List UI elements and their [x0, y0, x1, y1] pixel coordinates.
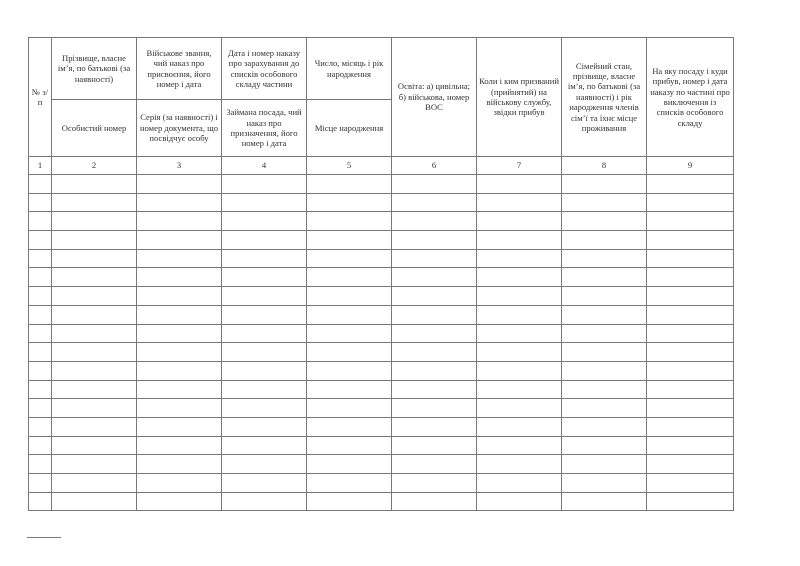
- table-cell[interactable]: [137, 417, 222, 436]
- personnel-register-table: [28, 37, 734, 511]
- table-cell[interactable]: [29, 436, 52, 455]
- table-cell[interactable]: [647, 343, 734, 362]
- table-cell[interactable]: [562, 324, 647, 343]
- table-cell[interactable]: [647, 399, 734, 418]
- table-cell[interactable]: [137, 474, 222, 493]
- table-cell[interactable]: [477, 305, 562, 324]
- table-cell[interactable]: [222, 399, 307, 418]
- table-cell[interactable]: [222, 380, 307, 399]
- table-cell[interactable]: [562, 249, 647, 268]
- table-row: [29, 268, 734, 287]
- table-cell[interactable]: [222, 436, 307, 455]
- table-cell[interactable]: [29, 268, 52, 287]
- table-cell[interactable]: [562, 380, 647, 399]
- header-personal-number: Особистий номер: [52, 100, 137, 157]
- table-cell[interactable]: [222, 417, 307, 436]
- table-cell[interactable]: [137, 175, 222, 194]
- table-cell[interactable]: [562, 399, 647, 418]
- header-row-number: № з/п: [29, 38, 52, 157]
- table-cell[interactable]: [647, 193, 734, 212]
- table-cell[interactable]: [222, 175, 307, 194]
- column-number-row: [29, 157, 734, 175]
- table-cell[interactable]: [477, 343, 562, 362]
- table-cell[interactable]: [222, 268, 307, 287]
- table-cell[interactable]: [392, 474, 477, 493]
- column-number: 2: [52, 157, 137, 175]
- table-cell[interactable]: [562, 193, 647, 212]
- table-cell[interactable]: [307, 193, 392, 212]
- table-cell[interactable]: [647, 436, 734, 455]
- table-cell[interactable]: [222, 474, 307, 493]
- header-conscription: Коли і ким призваний (прийнятий) на військову службу, звідки прибув: [477, 38, 562, 157]
- table-cell[interactable]: [477, 231, 562, 250]
- table-cell[interactable]: [307, 399, 392, 418]
- table-row: [29, 474, 734, 493]
- table-cell[interactable]: [222, 287, 307, 306]
- table-cell[interactable]: [392, 343, 477, 362]
- table-cell[interactable]: [647, 492, 734, 511]
- table-cell[interactable]: [477, 193, 562, 212]
- table-cell[interactable]: [562, 455, 647, 474]
- table-row: [29, 343, 734, 362]
- table-cell[interactable]: [29, 212, 52, 231]
- table-cell[interactable]: [647, 361, 734, 380]
- table-cell[interactable]: [29, 474, 52, 493]
- table-cell[interactable]: [307, 175, 392, 194]
- table-cell[interactable]: [307, 474, 392, 493]
- table-cell[interactable]: [647, 212, 734, 231]
- table-row: [29, 175, 734, 194]
- table-cell[interactable]: [52, 474, 137, 493]
- table-cell[interactable]: [647, 249, 734, 268]
- table-cell[interactable]: [52, 380, 137, 399]
- table-cell[interactable]: [29, 324, 52, 343]
- table-cell[interactable]: [222, 305, 307, 324]
- table-row: [29, 305, 734, 324]
- table-row: [29, 287, 734, 306]
- table-cell[interactable]: [477, 287, 562, 306]
- table-cell[interactable]: [647, 417, 734, 436]
- table-cell[interactable]: [477, 399, 562, 418]
- table-cell[interactable]: [222, 492, 307, 511]
- table-cell[interactable]: [137, 268, 222, 287]
- table-cell[interactable]: [307, 417, 392, 436]
- table-cell[interactable]: [222, 231, 307, 250]
- header-military-rank: Військове звання, чий наказ про присвоєння, його номер і дата: [137, 38, 222, 100]
- header-education: Освіта: а) цивільна; б) військова, номер ВОС: [392, 38, 477, 157]
- table-cell[interactable]: [562, 231, 647, 250]
- table-cell[interactable]: [647, 287, 734, 306]
- column-number: 8: [562, 157, 647, 175]
- header-birth-place: Місце народження: [307, 100, 392, 157]
- table-row: [29, 231, 734, 250]
- table-cell[interactable]: [477, 324, 562, 343]
- table-cell[interactable]: [137, 399, 222, 418]
- table-cell[interactable]: [562, 474, 647, 493]
- table-cell[interactable]: [307, 343, 392, 362]
- header-family-status: Сімейний стан, прізвище, власне ім’я, по батькові (за наявності) і рік народження членів сім’ї та їхнє місце проживання: [562, 38, 647, 157]
- table-cell[interactable]: [647, 455, 734, 474]
- table-cell[interactable]: [29, 193, 52, 212]
- table-cell[interactable]: [647, 305, 734, 324]
- table-cell[interactable]: [29, 361, 52, 380]
- table-cell[interactable]: [52, 361, 137, 380]
- table-cell[interactable]: [562, 305, 647, 324]
- table-row: [29, 455, 734, 474]
- table-cell[interactable]: [52, 175, 137, 194]
- table-cell[interactable]: [137, 455, 222, 474]
- table-cell[interactable]: [137, 305, 222, 324]
- table-cell[interactable]: [392, 175, 477, 194]
- table-cell[interactable]: [29, 175, 52, 194]
- table-cell[interactable]: [647, 324, 734, 343]
- table-cell[interactable]: [52, 287, 137, 306]
- table-cell[interactable]: [392, 305, 477, 324]
- table-cell[interactable]: [307, 305, 392, 324]
- table-cell[interactable]: [562, 287, 647, 306]
- table-cell[interactable]: [477, 249, 562, 268]
- table-cell[interactable]: [29, 455, 52, 474]
- table-cell[interactable]: [137, 231, 222, 250]
- column-number: 9: [647, 157, 734, 175]
- table-cell[interactable]: [647, 474, 734, 493]
- table-cell[interactable]: [52, 417, 137, 436]
- table-cell[interactable]: [52, 324, 137, 343]
- table-row: [29, 193, 734, 212]
- table-cell[interactable]: [477, 474, 562, 493]
- table-cell[interactable]: [29, 231, 52, 250]
- table-cell[interactable]: [222, 249, 307, 268]
- table-cell[interactable]: [392, 249, 477, 268]
- table-cell[interactable]: [52, 231, 137, 250]
- table-cell[interactable]: [307, 212, 392, 231]
- table-cell[interactable]: [392, 361, 477, 380]
- table-row: [29, 249, 734, 268]
- table-cell[interactable]: [647, 175, 734, 194]
- column-number: 7: [477, 157, 562, 175]
- header-full-name: Прізвище, власне ім’я, по батькові (за наявності): [52, 38, 137, 100]
- table-cell[interactable]: [52, 436, 137, 455]
- table-cell[interactable]: [392, 193, 477, 212]
- table-cell[interactable]: [477, 380, 562, 399]
- table-cell[interactable]: [477, 417, 562, 436]
- table-cell[interactable]: [392, 399, 477, 418]
- table-cell[interactable]: [307, 287, 392, 306]
- column-number: 1: [29, 157, 52, 175]
- table-cell[interactable]: [307, 361, 392, 380]
- table-cell[interactable]: [562, 175, 647, 194]
- table-cell[interactable]: [29, 249, 52, 268]
- column-number: 6: [392, 157, 477, 175]
- table-cell[interactable]: [307, 249, 392, 268]
- table-cell[interactable]: [137, 492, 222, 511]
- table-cell[interactable]: [392, 455, 477, 474]
- table-cell[interactable]: [477, 361, 562, 380]
- table-cell[interactable]: [52, 399, 137, 418]
- table-cell[interactable]: [307, 492, 392, 511]
- table-cell[interactable]: [477, 268, 562, 287]
- table-body: [29, 175, 734, 511]
- table-cell[interactable]: [137, 193, 222, 212]
- table-cell[interactable]: [647, 268, 734, 287]
- table-cell[interactable]: [137, 287, 222, 306]
- table-cell[interactable]: [392, 324, 477, 343]
- table-cell[interactable]: [52, 343, 137, 362]
- table-cell[interactable]: [29, 417, 52, 436]
- table-cell[interactable]: [307, 231, 392, 250]
- table-cell[interactable]: [307, 436, 392, 455]
- table-cell[interactable]: [392, 436, 477, 455]
- table-row: [29, 212, 734, 231]
- table-row: [29, 436, 734, 455]
- table-cell[interactable]: [477, 212, 562, 231]
- table-cell[interactable]: [307, 324, 392, 343]
- header-row-top: [29, 38, 734, 100]
- table-cell[interactable]: [477, 436, 562, 455]
- table-row: [29, 380, 734, 399]
- table-cell[interactable]: [477, 455, 562, 474]
- table-cell[interactable]: [222, 343, 307, 362]
- table-cell[interactable]: [137, 343, 222, 362]
- table-cell[interactable]: [392, 417, 477, 436]
- table-cell[interactable]: [392, 287, 477, 306]
- table-cell[interactable]: [29, 305, 52, 324]
- table-cell[interactable]: [137, 249, 222, 268]
- table-row: [29, 417, 734, 436]
- table-row: [29, 324, 734, 343]
- table-cell[interactable]: [562, 361, 647, 380]
- table-cell[interactable]: [562, 492, 647, 511]
- table-cell[interactable]: [647, 380, 734, 399]
- table-cell[interactable]: [29, 343, 52, 362]
- column-number: 3: [137, 157, 222, 175]
- table-cell[interactable]: [392, 212, 477, 231]
- table-cell[interactable]: [562, 343, 647, 362]
- table-cell[interactable]: [29, 492, 52, 511]
- header-departure: На яку посаду і куди прибув, номер і дата наказу по частині про виключення із списків особового складу: [647, 38, 734, 157]
- table-cell[interactable]: [52, 455, 137, 474]
- table-cell[interactable]: [307, 268, 392, 287]
- table-cell[interactable]: [137, 436, 222, 455]
- table-cell[interactable]: [307, 380, 392, 399]
- header-enrollment-order: Дата і номер наказу про зарахування до списків особового складу частини: [222, 38, 307, 100]
- table-cell[interactable]: [392, 231, 477, 250]
- table-cell[interactable]: [307, 455, 392, 474]
- table-cell[interactable]: [392, 380, 477, 399]
- header-id-document: Серія (за наявності) і номер документа, що посвідчує особу: [137, 100, 222, 157]
- table-cell[interactable]: [222, 455, 307, 474]
- header-position: Займана посада, чий наказ про призначення, його номер і дата: [222, 100, 307, 157]
- table-cell[interactable]: [137, 380, 222, 399]
- table-cell[interactable]: [222, 193, 307, 212]
- table-cell[interactable]: [222, 324, 307, 343]
- table-cell[interactable]: [52, 193, 137, 212]
- table-cell[interactable]: [29, 287, 52, 306]
- footnote-divider: [27, 537, 61, 538]
- table-cell[interactable]: [52, 249, 137, 268]
- table-row: [29, 361, 734, 380]
- table-cell[interactable]: [52, 305, 137, 324]
- table-cell[interactable]: [392, 268, 477, 287]
- table-cell[interactable]: [137, 361, 222, 380]
- table-cell[interactable]: [647, 231, 734, 250]
- table-cell[interactable]: [52, 492, 137, 511]
- table-cell[interactable]: [562, 268, 647, 287]
- column-number: 5: [307, 157, 392, 175]
- table-cell[interactable]: [29, 380, 52, 399]
- column-number: 4: [222, 157, 307, 175]
- table-cell[interactable]: [562, 212, 647, 231]
- header-birth-date: Число, місяць і рік народження: [307, 38, 392, 100]
- table-row: [29, 399, 734, 418]
- table-cell[interactable]: [562, 436, 647, 455]
- table-cell[interactable]: [477, 175, 562, 194]
- table-cell[interactable]: [29, 399, 52, 418]
- table-cell[interactable]: [477, 492, 562, 511]
- table-cell[interactable]: [392, 492, 477, 511]
- table-cell[interactable]: [52, 212, 137, 231]
- table-cell[interactable]: [52, 268, 137, 287]
- table-cell[interactable]: [137, 324, 222, 343]
- table-cell[interactable]: [137, 212, 222, 231]
- table-cell[interactable]: [562, 417, 647, 436]
- table-row: [29, 492, 734, 511]
- table-cell[interactable]: [222, 361, 307, 380]
- table-cell[interactable]: [222, 212, 307, 231]
